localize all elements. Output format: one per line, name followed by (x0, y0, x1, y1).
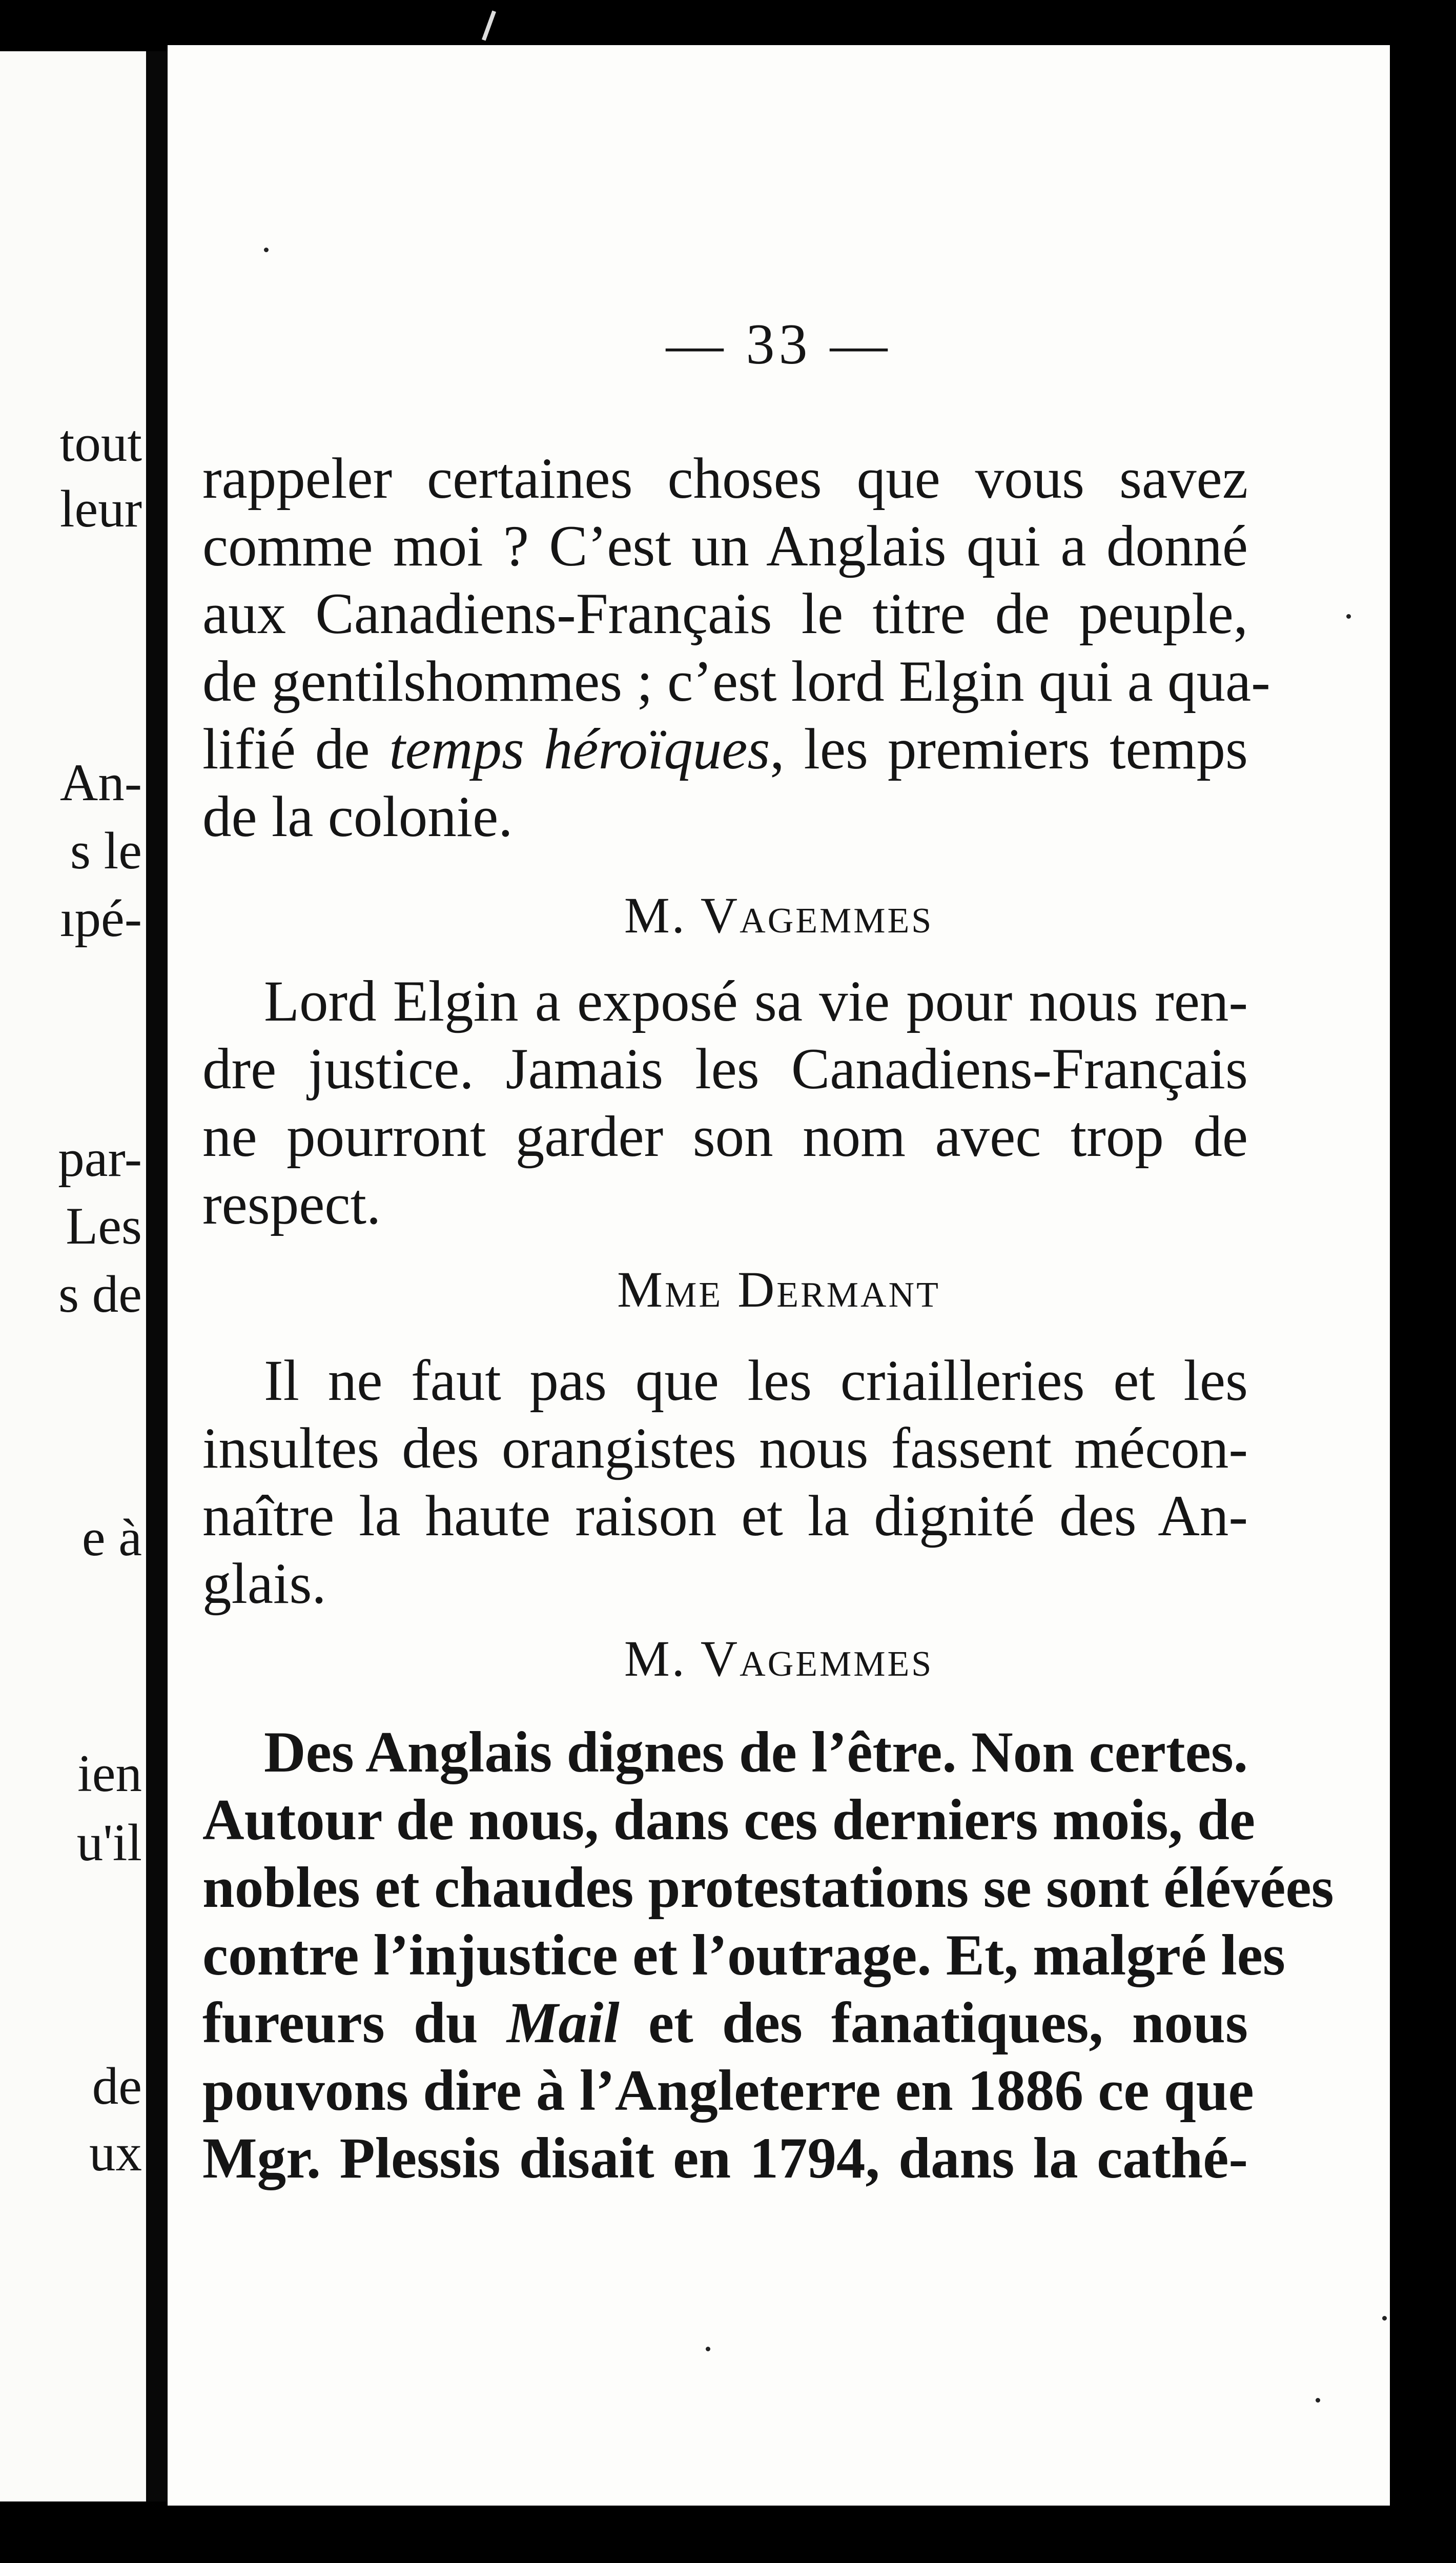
paragraph-2 (202, 968, 1248, 1238)
left-fragment: par- (58, 1129, 142, 1188)
text-line: Il ne faut pas que les criailleries et les (264, 1349, 1248, 1413)
text-line: de la colonie. (202, 785, 513, 849)
text-line: dre justice. Jamais les Canadiens-Français (202, 1037, 1248, 1101)
left-fragment: de (92, 2057, 142, 2116)
scan-speck (1316, 2398, 1320, 2403)
text-line: Des Anglais dignes de l’être. Non certes. (264, 1720, 1248, 1784)
left-fragment: An- (59, 754, 142, 812)
text-run: fureurs du (202, 1991, 507, 2055)
left-fragment: ıpé- (59, 889, 142, 948)
text-run: lifié de (202, 717, 389, 781)
left-fragment: e à (81, 1509, 142, 1567)
left-fragment: leur (59, 480, 142, 538)
text-line: Autour de nous, dans ces derniers mois, de (202, 1788, 1256, 1852)
text-line: rappeler certaines choses que vous savez (202, 446, 1248, 511)
text-line: Mgr. Plessis disait en 1794, dans la cathé- (202, 2126, 1248, 2190)
text-line: insultes des orangistes nous fassent mécon- (202, 1416, 1248, 1480)
left-fragment: s de (58, 1265, 142, 1324)
italic-phrase: Mail (506, 1991, 620, 2055)
paragraph-4 (202, 1719, 1334, 2192)
left-fragment: Les (66, 1197, 142, 1255)
speaker-name: M. Vagemmes (624, 887, 934, 944)
scan-speck (1346, 614, 1351, 619)
text-line: de gentilshommes ; c’est lord Elgin qui a qua- (202, 649, 1270, 714)
paragraph-1 (202, 445, 1270, 851)
italic-phrase: temps héroïques (389, 717, 770, 781)
left-fragment: tout (59, 414, 142, 473)
page-number: — 33 — (666, 313, 892, 376)
text-line: contre l’injustice et l’outrage. Et, malgré les (202, 1923, 1285, 1987)
text-line (202, 716, 1248, 783)
text-line: aux Canadiens-Français le titre de peuple, (202, 582, 1248, 646)
left-fragment: s le (70, 822, 142, 880)
paragraph-3 (202, 1347, 1248, 1618)
text-line: naître la haute raison et la dignité des An- (202, 1484, 1248, 1548)
text-run: et des fanatiques, nous (619, 1991, 1248, 2055)
text-line: Lord Elgin a exposé sa vie pour nous ren- (264, 969, 1248, 1033)
speaker-name: M. Vagemmes (624, 1630, 934, 1687)
text-run: , les premiers temps (770, 717, 1248, 781)
scan-speck (706, 2347, 710, 2351)
scan-mark (482, 10, 496, 40)
text-line: pouvons dire à l’Angleterre en 1886 ce que (202, 2059, 1254, 2123)
scan-speck (1382, 2316, 1387, 2321)
speaker-name: Mme Dermant (617, 1261, 940, 1318)
left-fragment: u'il (76, 1814, 142, 1872)
text-line: nobles et chaudes protestations se sont élévées (202, 1856, 1334, 1920)
text-line: comme moi ? C’est un Anglais qui a donné (202, 514, 1248, 578)
main-page (168, 45, 1390, 2506)
text-line: ne pourront garder son nom avec trop de (202, 1105, 1248, 1169)
text-line: respect. (202, 1172, 381, 1236)
text-line: glais. (202, 1552, 326, 1616)
text-line (202, 1989, 1248, 2057)
book-gutter (146, 51, 168, 2501)
left-fragment: ien (77, 1744, 142, 1803)
scan-speck (264, 248, 269, 252)
left-facing-page (0, 51, 146, 2501)
left-fragment: ux (89, 2124, 142, 2182)
